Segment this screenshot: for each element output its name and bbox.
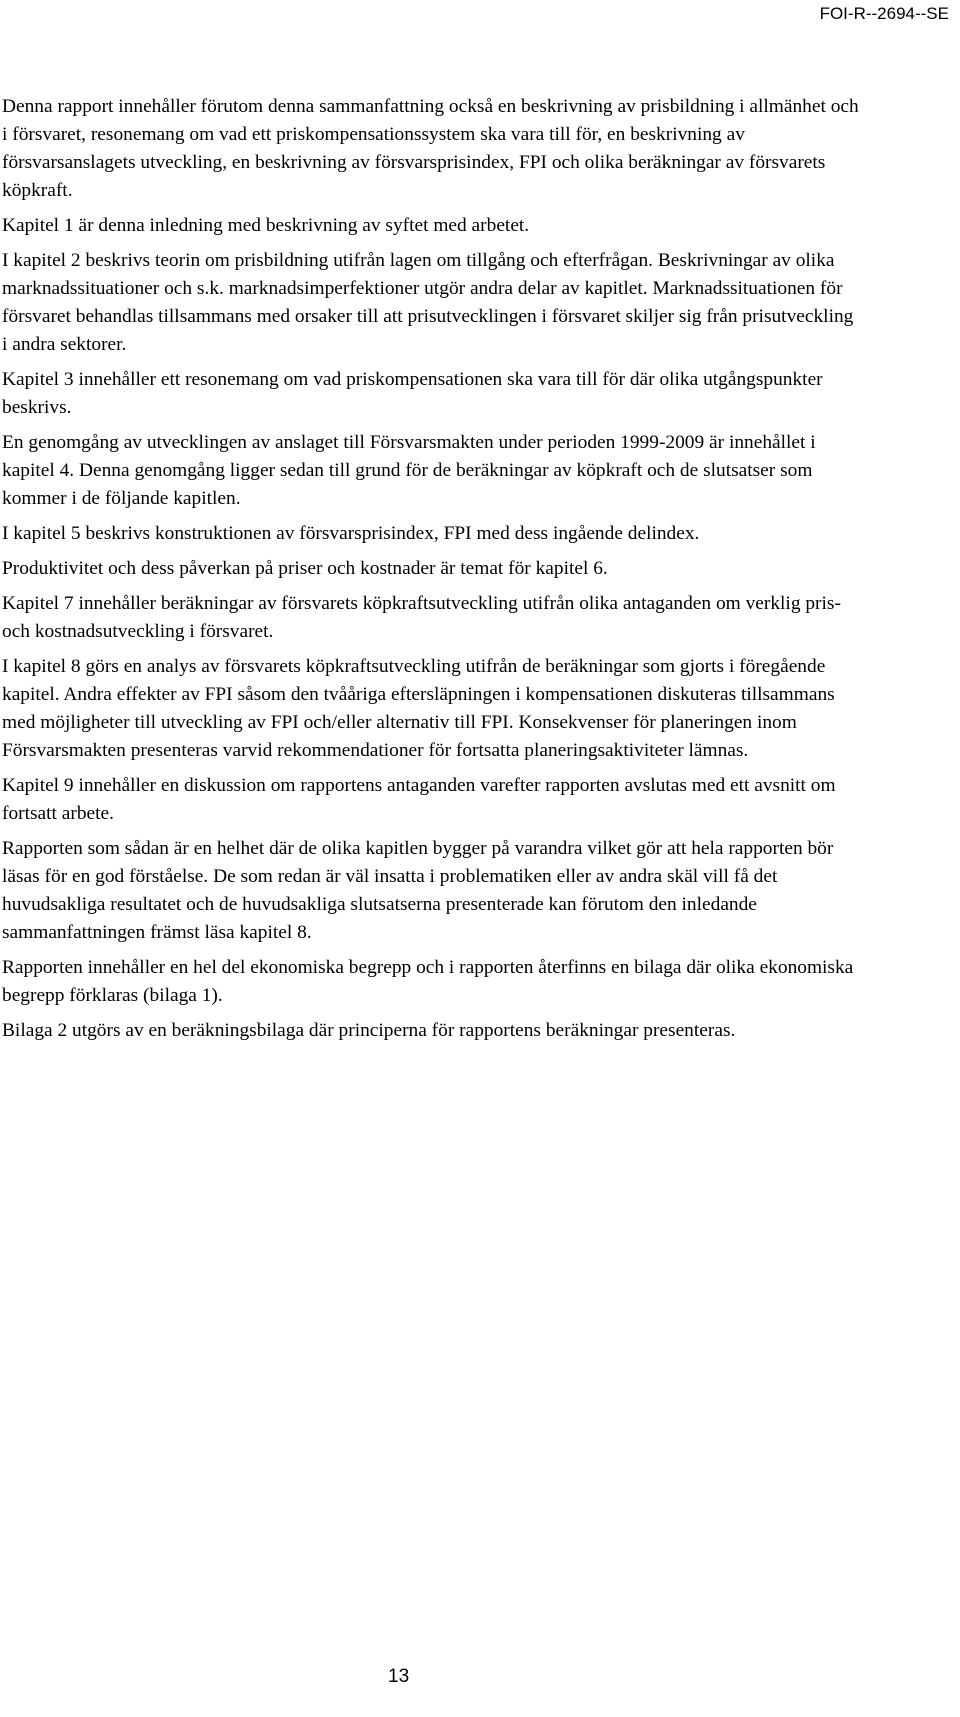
paragraph-chapter-2: I kapitel 2 beskrivs teorin om prisbildning utifrån lagen om tillgång och efterfrågan. Beskrivningar av olika marknadssituationer och s.k. marknadsimperfektioner utgör andra delar av kapitlet. Marknadssituationen för försvaret behandlas tillsammans med orsaker till att prisutvecklingen i försvaret skiljer sig från prisutveckling i andra sektorer. [2, 250, 854, 355]
paragraph-overview: Denna rapport innehåller förutom denna sammanfattning också en beskrivning av prisbildning i allmänhet och i försvaret, resonemang om vad ett priskompensationssystem ska vara till för, en beskrivning av försvarsanslagets utveckling, en beskrivning av försvarsprisindex, FPI och olika beräkningar av försvarets köpkraft. [2, 96, 859, 201]
paragraph-appendix-2: Bilaga 2 utgörs av en beräkningsbilaga där principerna för rapportens beräkningar presenteras. [2, 1020, 736, 1041]
paragraph-chapter-3: Kapitel 3 innehåller ett resonemang om vad priskompensationen ska vara till för där olika utgångspunkter beskrivs. [2, 369, 823, 418]
paragraph-chapter-6: Produktivitet och dess påverkan på priser och kostnader är temat för kapitel 6. [2, 558, 608, 579]
paragraph-chapter-1: Kapitel 1 är denna inledning med beskrivning av syftet med arbetet. [2, 215, 530, 236]
page-number: 13 [388, 1666, 410, 1687]
document-body [2, 93, 862, 1052]
report-number: FOI-R--2694--SE [819, 4, 949, 23]
paragraph-chapter-7: Kapitel 7 innehåller beräkningar av försvarets köpkraftsutveckling utifrån olika antaganden om verklig pris- och kostnadsutveckling i försvaret. [2, 593, 841, 642]
paragraph-chapter-4: En genomgång av utvecklingen av anslaget till Försvarsmakten under perioden 1999-2009 är innehållet i kapitel 4. Denna genomgång ligger sedan till grund för de beräkningar av köpkraft och de slutsatser som kommer i de följande kapitlen. [2, 432, 816, 509]
paragraph-chapter-8: I kapitel 8 görs en analys av försvarets köpkraftsutveckling utifrån de beräkningar som gjorts i föregående kapitel. Andra effekter av FPI såsom den tvååriga eftersläpningen i kompensationen diskuteras tillsammans med möjligheter till utveckling av FPI och/eller alternativ till FPI. Konsekvenser för planeringen inom Försvarsmakten presenteras varvid rekommendationer för fortsatta planeringsaktiviteter lämnas. [2, 656, 835, 761]
paragraph-appendix-1: Rapporten innehåller en hel del ekonomiska begrepp och i rapporten återfinns en bilaga där olika ekonomiska begrepp förklaras (bilaga 1). [2, 957, 854, 1006]
paragraph-chapter-5: I kapitel 5 beskrivs konstruktionen av försvarsprisindex, FPI med dess ingående delindex. [2, 523, 700, 544]
paragraph-chapter-9: Kapitel 9 innehåller en diskussion om rapportens antaganden varefter rapporten avslutas med ett avsnitt om fortsatt arbete. [2, 775, 836, 824]
paragraph-reading-guide: Rapporten som sådan är en helhet där de olika kapitlen bygger på varandra vilket gör att hela rapporten bör läsas för en god förståelse. De som redan är väl insatta i problematiken eller av andra skäl vill få det huvudsakliga resultatet och de huvudsakliga slutsatserna presenterade kan förutom den inledande sammanfattningen främst läsa kapitel 8. [2, 838, 834, 943]
